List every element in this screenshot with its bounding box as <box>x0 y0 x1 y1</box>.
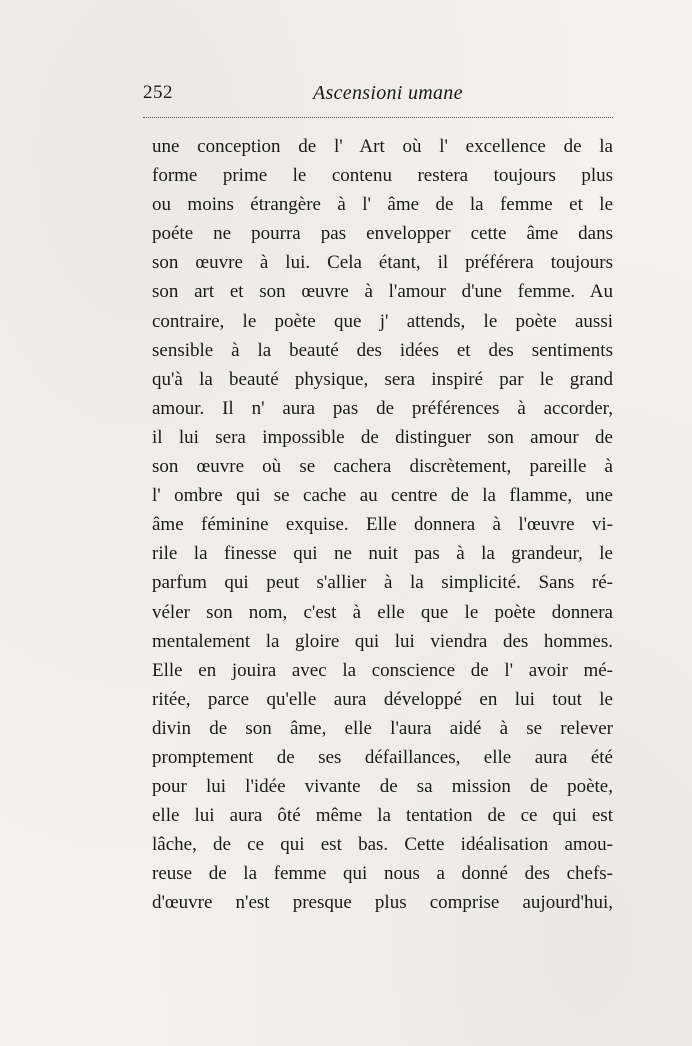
text-line: son œuvre à lui. Cela étant, il préférera toujours <box>152 252 613 274</box>
text-line: une conception de l' Art où l' excellence de la <box>152 136 613 157</box>
text-line: il lui sera impossible de distinguer son amour de <box>152 426 613 448</box>
text-line: son art et son œuvre à l'amour d'une femme. Au <box>152 281 613 303</box>
running-title: Ascensioni umane <box>313 82 463 104</box>
running-header <box>143 82 613 116</box>
text-line: l' ombre qui se cache au centre de la flamme, une <box>152 485 613 507</box>
text-line: mentalement la gloire qui lui viendra des hommes. <box>152 630 613 652</box>
text-line: reuse de la femme qui nous a donné des chefs- <box>152 863 613 885</box>
text-line: sensible à la beauté des idées et des sentiments <box>152 339 613 361</box>
page-number: 252 <box>143 82 173 103</box>
text-line: ritée, parce qu'elle aura développé en lui tout le <box>152 688 613 710</box>
text-line: qu'à la beauté physique, sera inspiré par le grand <box>152 368 613 390</box>
text-line: elle lui aura ôté même la tentation de ce qui est <box>152 805 613 827</box>
text-line: véler son nom, c'est à elle que le poète donnera <box>152 601 613 623</box>
text-line: poéte ne pourra pas envelopper cette âme dans <box>152 223 613 245</box>
text-line: d'œuvre n'est presque plus comprise aujourd'hui, <box>152 892 613 914</box>
text-line: divin de son âme, elle l'aura aidé à se relever <box>152 717 613 739</box>
header-rule <box>143 117 613 118</box>
text-line: ou moins étrangère à l' âme de la femme et le <box>152 194 613 216</box>
text-line: contraire, le poète que j' attends, le poète aussi <box>152 310 613 332</box>
text-line: amour. Il n' aura pas de préférences à accorder, <box>152 397 613 419</box>
text-line: pour lui l'idée vivante de sa mission de poète, <box>152 776 613 798</box>
text-line: parfum qui peut s'allier à la simplicité. Sans ré- <box>152 572 613 594</box>
text-line: âme féminine exquise. Elle donnera à l'œuvre vi- <box>152 514 613 536</box>
text-line: rile la finesse qui ne nuit pas à la grandeur, le <box>152 543 613 565</box>
text-line: son œuvre où se cachera discrètement, pareille à <box>152 456 613 478</box>
body-text <box>152 132 613 918</box>
text-line: forme prime le contenu restera toujours plus <box>152 165 613 187</box>
text-line: Elle en jouira avec la conscience de l' avoir mé- <box>152 659 613 681</box>
text-line: lâche, de ce qui est bas. Cette idéalisation amou- <box>152 834 613 856</box>
text-line: promptement de ses défaillances, elle aura été <box>152 746 613 768</box>
